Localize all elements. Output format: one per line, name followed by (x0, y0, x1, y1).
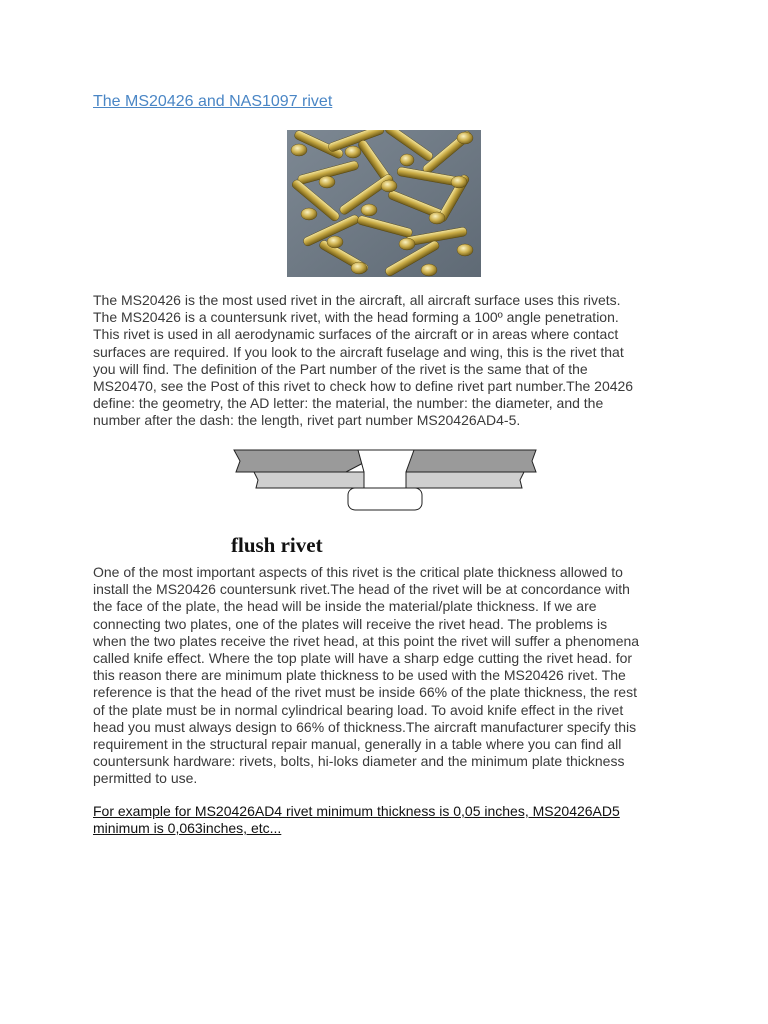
diagram-caption: flush rivet (231, 533, 323, 557)
flush-rivet-diagram (230, 448, 542, 514)
rivets-photo (287, 130, 481, 277)
intro-paragraph: The MS20426 is the most used rivet in the aircraft, all aircraft surface uses this rivets. The MS20426 is a countersunk rivet, with the head forming a 100º angle penetration. This rivet is used in all aerodynamic surfaces of the aircraft or in areas where contact surfaces are required. If you look to the aircraft fuselage and wing, this is the rivet that you will find. The definition of the Part number of the rivet is the same that of the MS20470, see the Post of this rivet to check how to define rivet part number.The 20426 define: the geometry, the AD letter: the material, the number: the diameter, and the number after the dash: the length, rivet part number MS20426AD4-5. (93, 292, 634, 429)
knife-effect-paragraph: One of the most important aspects of this rivet is the critical plate thickness allowed to install the MS20426 countersunk rivet.The head of the rivet will be at concordance with the face of the plate, the head will be inside the material/plate thickness. If we are connecting two plates, one of the plates will receive the rivet head. The problems is when the two plates receive the rivet head, at this point the rivet will suffer a phenomena called knife effect. Where the top plate will have a sharp edge cutting the rivet head. for this reason there are minimum plate thickness to be used with the MS20426 rivet. The reference is that the head of the rivet must be inside 66% of the plate thickness, the rest of the plate must be in normal cylindrical bearing load. To avoid knife effect in the rivet head you must always design to 66% of thickness.The aircraft manufacturer specify this requirement in the structural repair manual, generally in a table where you can find all countersunk hardware: rivets, bolts, hi-loks diameter and the minimum plate thickness permitted to use. (93, 564, 640, 787)
article-title-link[interactable]: The MS20426 and NAS1097 rivet (93, 93, 333, 110)
example-link[interactable]: For example for MS20426AD4 rivet minimum thickness is 0,05 inches, MS20426AD5 minimum is 0,063inches, etc... (93, 803, 620, 837)
